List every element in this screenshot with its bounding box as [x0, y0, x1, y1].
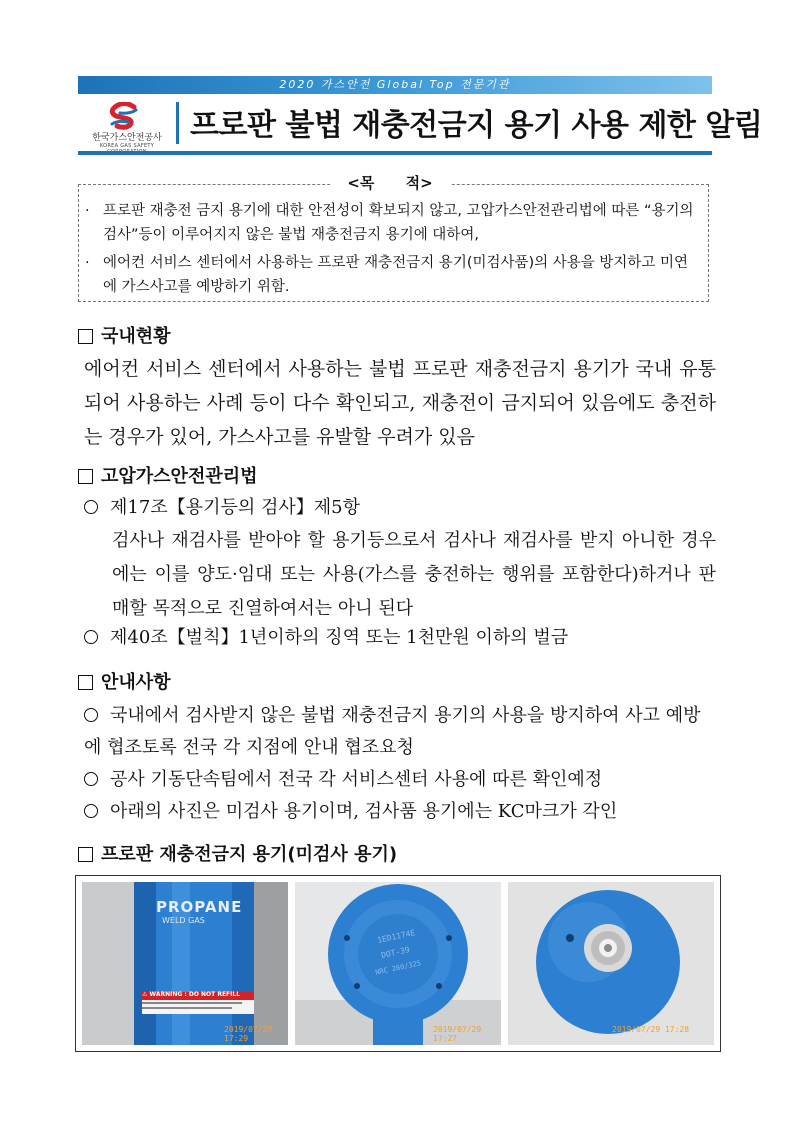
emboss-dot: DOT-39 [380, 945, 411, 960]
org-name-en: KOREA GAS SAFETY [99, 143, 155, 149]
purpose-text: 에어컨 서비스 센터에서 사용하는 프로판 재충전금지 용기(미검사품)의 사용을 방지하고 미연에 가스사고를 예방하기 위함. [103, 255, 689, 295]
notice-item [84, 700, 716, 764]
circle-bullet-icon [84, 804, 98, 818]
notice-text: 국내에서 검사받지 않은 불법 재충전금지 용기의 사용을 방지하여 사고 예방에 협조토록 전국 각 지점에 안내 협조요청 [84, 705, 701, 758]
bullet-dot: · [85, 203, 90, 219]
cylinder-top-image [508, 882, 714, 1045]
label-brand: PROPANE [156, 898, 243, 916]
label-sub: WELD GAS [162, 916, 205, 925]
photo-panel [75, 875, 721, 1052]
notice-item [84, 796, 724, 828]
section-title: 프로판 재충전금지 용기(미검사 용기) [101, 844, 398, 865]
law-item-1-body: 검사나 재검사를 받아야 할 용기등으로서 검사나 재검사를 받지 아니한 경우에는 이를 양도·임대 또는 사용(가스를 충전하는 행위를 포함한다)하거나 판매할 목적으로 진열하여서는 아니 된다 [112, 530, 716, 619]
domestic-body: 에어컨 서비스 센터에서 사용하는 불법 프로판 재충전금지 용기가 국내 유통되어 사용하는 사례 등이 다수 확인되고, 재충전이 금지되어 있음에도 충전하는 경우가 있어, 가스사고를 유발할 우려가 있음 [84, 358, 716, 448]
bullet-dot: · [85, 255, 90, 271]
kgs-logo-icon [106, 102, 142, 132]
purpose-box [78, 184, 709, 302]
law-item-text: 제40조【벌칙】1년이하의 징역 또는 1천만원 이하의 벌금 [110, 627, 569, 648]
notice-text: 아래의 사진은 미검사 용기이며, 검사품 용기에는 KC마크가 각인 [110, 801, 618, 822]
label-warning: ⚠ WARNING : DO NOT REFILL [142, 991, 241, 998]
emboss-nrc: NRC 260/325 [374, 959, 422, 977]
page-title: 프로판 불법 재충전금지 용기 사용 제한 알림 [190, 108, 763, 143]
section-domestic-heading [78, 322, 171, 348]
section-title: 국내현황 [101, 326, 171, 347]
law-item-1-title [84, 492, 360, 524]
law-item-2 [84, 622, 568, 654]
emboss-code: 1ED1174E [376, 928, 417, 945]
photo-timestamp: 2019/07/29 17:29 [224, 1025, 273, 1043]
purpose-item [85, 199, 700, 247]
section-title: 안내사항 [101, 672, 171, 693]
checkbox-square-icon [78, 469, 93, 484]
photo-cylinder-top [508, 882, 714, 1045]
section-title: 고압가스안전관리법 [101, 466, 258, 487]
photo-cylinder-side [82, 882, 288, 1045]
photo-timestamp: 2019/07/29 17:28 [612, 1025, 690, 1034]
section-law-heading [78, 462, 258, 488]
checkbox-square-icon [78, 847, 93, 862]
kgs-logo [84, 102, 170, 152]
circle-bullet-icon [84, 630, 98, 644]
photo-cylinder-bottom [295, 882, 501, 1045]
section-photos-heading [78, 840, 397, 866]
law-item-text: 제17조【용기등의 검사】제5항 [110, 497, 360, 518]
purpose-item [85, 251, 700, 299]
circle-bullet-icon [84, 500, 98, 514]
circle-bullet-icon [84, 708, 98, 722]
purpose-text: 프로판 재충전 금지 용기에 대한 안전성이 확보되지 않고, 고압가스안전관리법에 따른 “용기의 검사”등이 이루어지지 않은 불법 재충전금지 용기에 대하여, [103, 203, 694, 243]
photo-timestamp: 2019/07/29 17:27 [433, 1025, 482, 1043]
notice-text: 공사 기동단속팀에서 전국 각 서비스센터 사용에 따른 확인예정 [110, 769, 603, 790]
notice-item [84, 764, 724, 796]
checkbox-square-icon [78, 675, 93, 690]
slogan-bar: 2020 가스안전 Global Top 전문기관 [78, 76, 712, 94]
checkbox-square-icon [78, 329, 93, 344]
header-rule [78, 151, 712, 155]
purpose-heading: <목 적> [330, 172, 450, 193]
org-name-kr: 한국가스안전공사 [92, 133, 162, 143]
title-divider [176, 102, 179, 144]
section-notice-heading [78, 668, 171, 694]
circle-bullet-icon [84, 772, 98, 786]
